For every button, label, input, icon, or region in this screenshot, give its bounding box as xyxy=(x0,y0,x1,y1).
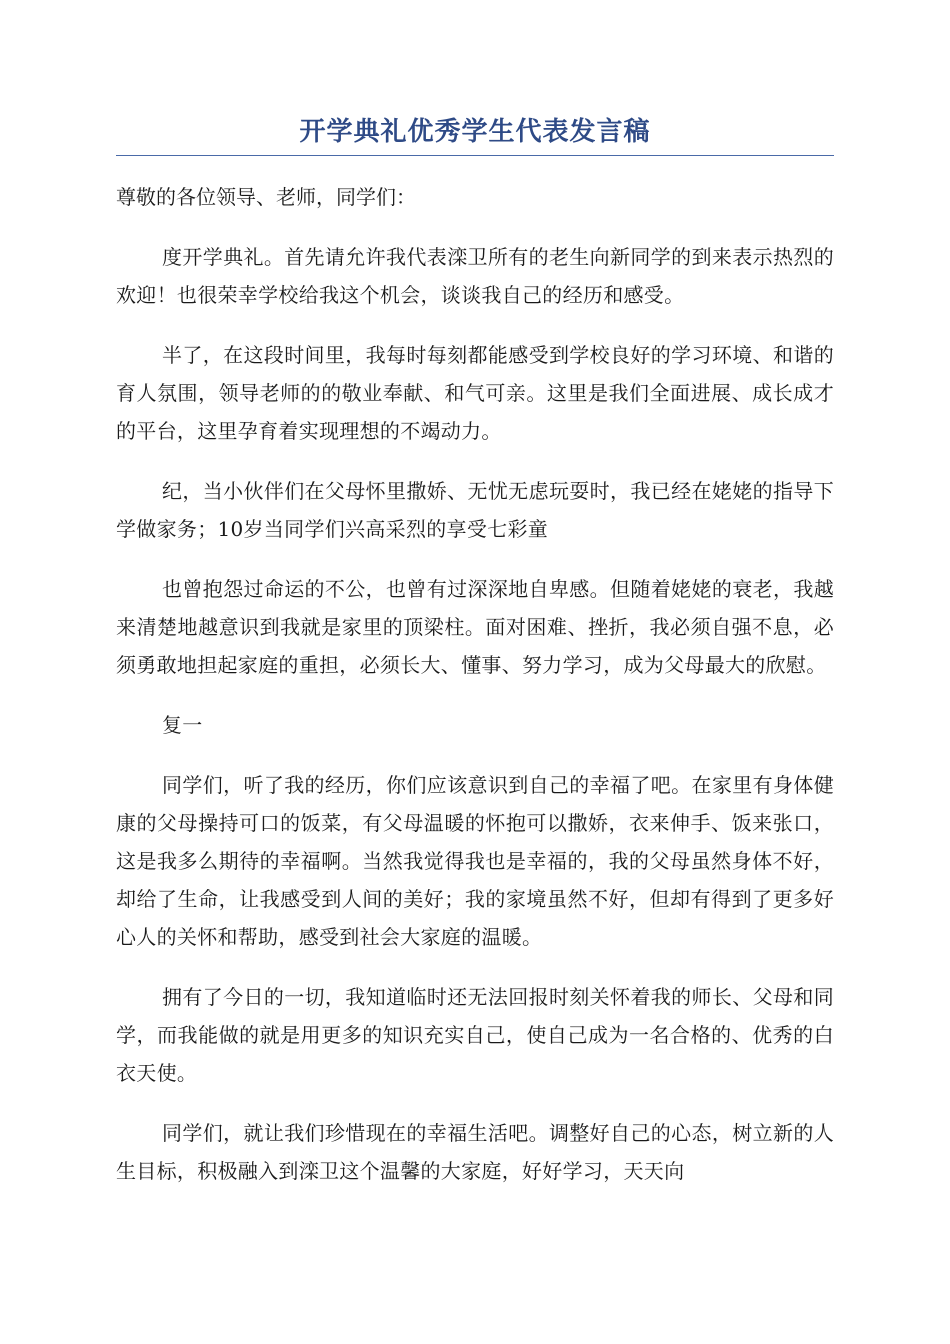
paragraph: 复一 xyxy=(162,713,203,737)
salutation: 尊敬的各位领导、老师，同学们： xyxy=(116,185,416,209)
document-page xyxy=(116,112,834,1190)
paragraph: 拥有了今日的一切，我知道临时还无法回报时刻关怀着我的师长、父母和同学，而我能做的就是用更多的知识充实自己，使自己成为一名合格的、优秀的白衣天使。 xyxy=(116,985,834,1085)
paragraph: 也曾抱怨过命运的不公，也曾有过深深地自卑感。但随着姥姥的衰老，我越来清楚地越意识到我就是家里的顶梁柱。面对困难、挫折，我必须自强不息，必须勇敢地担起家庭的重担，必须长大、懂事、努力学习，成为父母最大的欣慰。 xyxy=(116,577,834,677)
paragraph: 半了，在这段时间里，我每时每刻都能感受到学校良好的学习环境、和谐的育人氛围，领导老师的的敬业奉献、和气可亲。这里是我们全面进展、成长成才的平台，这里孕育着实现理想的不竭动力。 xyxy=(116,343,834,443)
document-title: 开学典礼优秀学生代表发言稿 xyxy=(116,112,834,156)
paragraph: 同学们，就让我们珍惜现在的幸福生活吧。调整好自己的心态，树立新的人生目标，积极融入到滦卫这个温馨的大家庭，好好学习，天天向 xyxy=(116,1121,834,1183)
paragraph: 度开学典礼。首先请允许我代表滦卫所有的老生向新同学的到来表示热烈的欢迎！也很荣幸学校给我这个机会，谈谈我自己的经历和感受。 xyxy=(116,245,834,307)
paragraph: 同学们，听了我的经历，你们应该意识到自己的幸福了吧。在家里有身体健康的父母操持可口的饭菜，有父母温暖的怀抱可以撒娇，衣来伸手、饭来张口，这是我多么期待的幸福啊。当然我觉得我也是幸福的，我的父母虽然身体不好，却给了生命，让我感受到人间的美好；我的家境虽然不好，但却有得到了更多好心人的关怀和帮助，感受到社会大家庭的温暖。 xyxy=(116,773,834,949)
paragraph: 纪，当小伙伴们在父母怀里撒娇、无忧无虑玩耍时，我已经在姥姥的指导下学做家务；10岁当同学们兴高采烈的享受七彩童 xyxy=(116,479,834,541)
